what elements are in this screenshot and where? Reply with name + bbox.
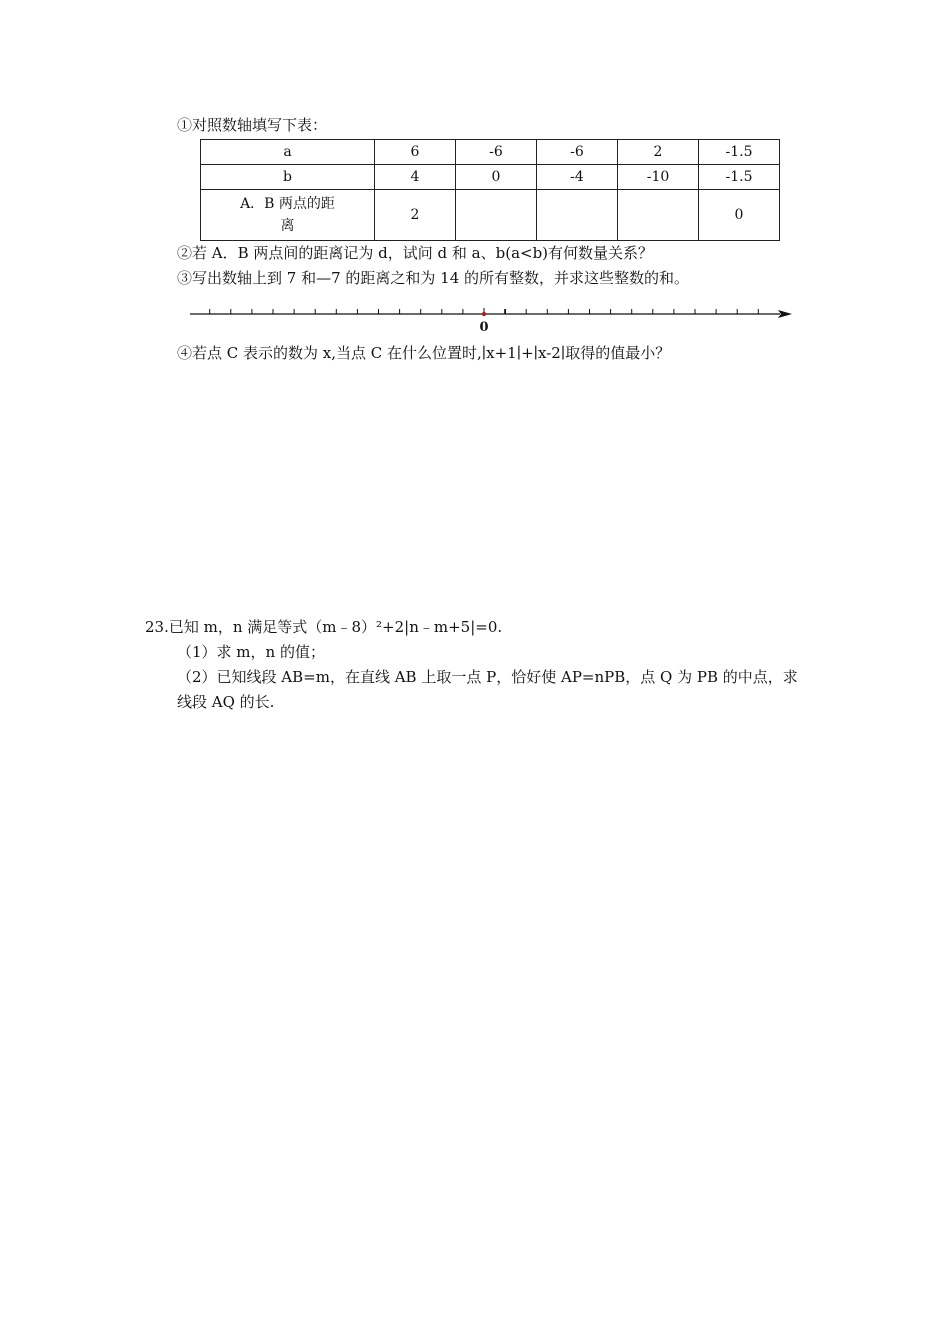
cell: 2 bbox=[375, 190, 456, 241]
cell: -4 bbox=[537, 165, 618, 190]
cell: 6 bbox=[375, 140, 456, 165]
cell: -1.5 bbox=[699, 165, 780, 190]
row-label-distance-line2: 离 bbox=[280, 218, 295, 234]
cell: 0 bbox=[456, 165, 537, 190]
q22-part4: ④若点 C 表示的数为 x,当点 C 在什么位置时,∣x+1∣+∣x-2∣取得的值最小？ bbox=[177, 344, 671, 362]
q23-sub1: （1）求 m，n 的值； bbox=[177, 643, 325, 661]
q23-sub2-line1: （2）已知线段 AB=m，在直线 AB 上取一点 P，恰好使 AP=nPB，点 Q 为 PB 的中点，求 bbox=[177, 668, 798, 686]
cell: 0 bbox=[699, 190, 780, 241]
cell: -10 bbox=[618, 165, 699, 190]
q23-stem: 23.已知 m，n 满足等式（m﹣8）²+2|n﹣m+5|=0. bbox=[145, 618, 503, 636]
fill-table bbox=[200, 139, 780, 241]
row-label-distance-line1: A．B 两点的距 bbox=[240, 196, 335, 212]
origin-label: 0 bbox=[479, 320, 489, 335]
q22-part3: ③写出数轴上到 7 和—7 的距离之和为 14 的所有整数，并求这些整数的和。 bbox=[177, 269, 690, 287]
row-label-distance bbox=[201, 190, 375, 241]
table-row-a bbox=[201, 140, 780, 165]
answer-cell[interactable] bbox=[456, 190, 537, 241]
q23-sub2-line2: 线段 AQ 的长. bbox=[177, 693, 275, 711]
q22-part1: ①对照数轴填写下表： bbox=[177, 116, 328, 134]
cell: -6 bbox=[456, 140, 537, 165]
row-label-a: a bbox=[201, 140, 375, 165]
number-line bbox=[188, 304, 798, 336]
cell: -6 bbox=[537, 140, 618, 165]
table-row-distance bbox=[201, 190, 780, 241]
answer-cell[interactable] bbox=[537, 190, 618, 241]
table-row-b bbox=[201, 165, 780, 190]
axis-arrow-icon bbox=[778, 310, 792, 318]
cell: 2 bbox=[618, 140, 699, 165]
row-label-b: b bbox=[201, 165, 375, 190]
q22-part2: ②若 A．B 两点间的距离记为 d，试问 d 和 a、b(a<b)有何数量关系？ bbox=[177, 244, 654, 262]
answer-cell[interactable] bbox=[618, 190, 699, 241]
cell: -1.5 bbox=[699, 140, 780, 165]
origin-dot bbox=[482, 312, 486, 316]
cell: 4 bbox=[375, 165, 456, 190]
